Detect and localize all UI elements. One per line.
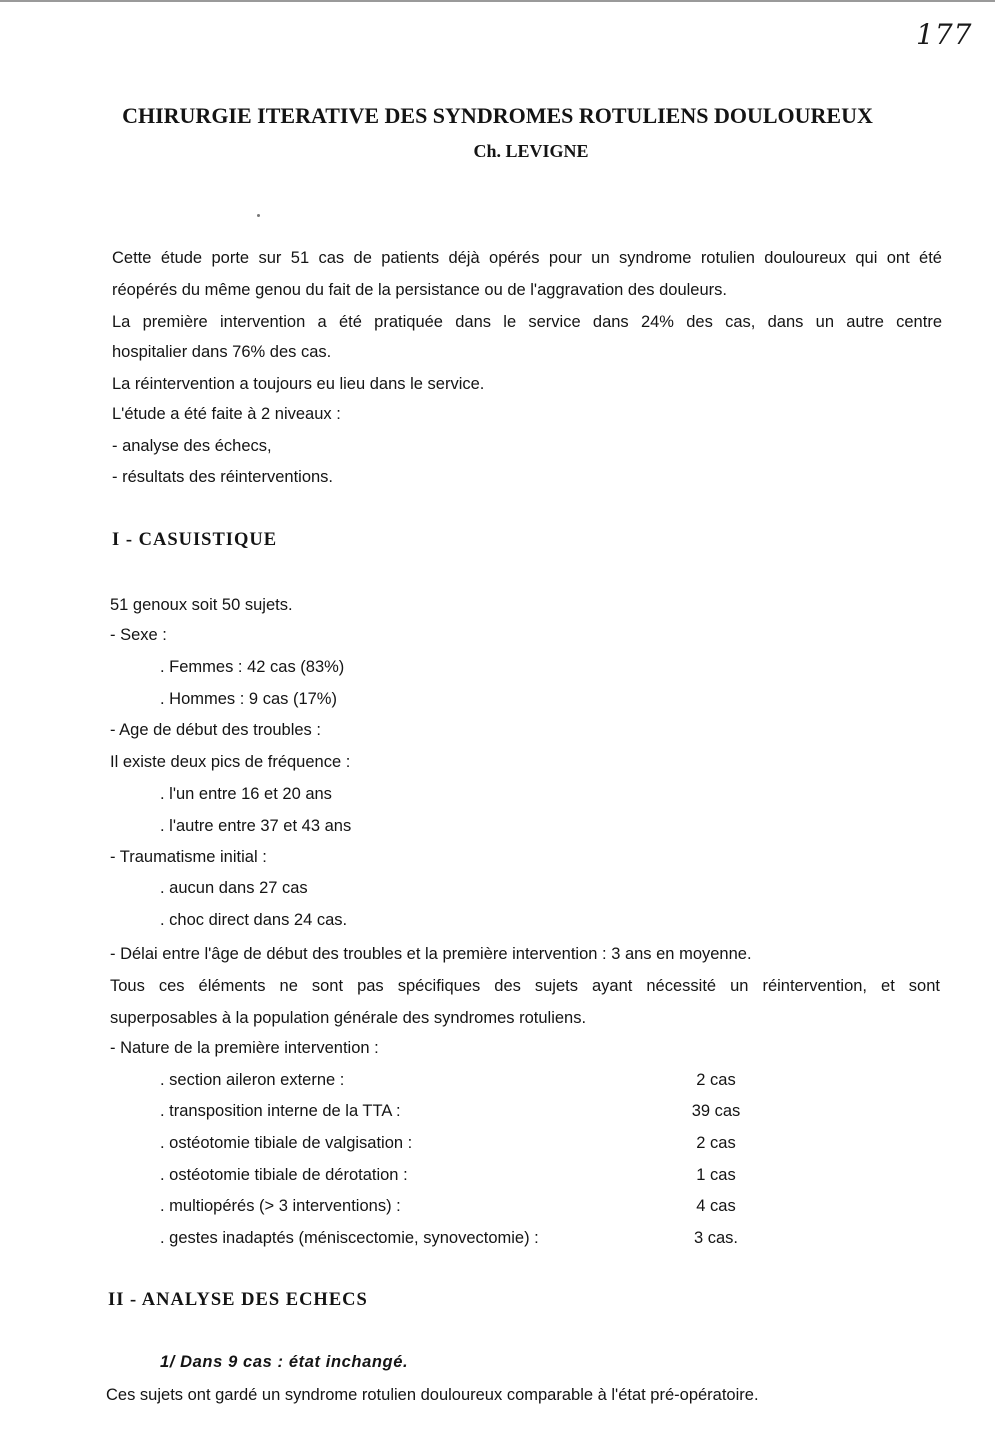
casuistique-subline: . l'un entre 16 et 20 ans xyxy=(160,785,332,803)
analyse-line: Ces sujets ont gardé un syndrome rotulien douloureux comparable à l'état pré-opératoire. xyxy=(106,1386,759,1404)
intervention-label: . section aileron externe : xyxy=(160,1071,345,1089)
scan-speck xyxy=(257,214,260,217)
intro-bullet: - résultats des réinterventions. xyxy=(112,468,334,486)
casuistique-line: - Age de début des troubles : xyxy=(110,721,321,739)
intervention-count: 2 cas xyxy=(696,1134,736,1152)
intervention-label: . multiopérés (> 3 interventions) : xyxy=(160,1197,401,1215)
casuistique-line: superposables à la population générale des syndromes rotuliens. xyxy=(110,1009,587,1027)
intervention-count: 2 cas xyxy=(696,1071,736,1089)
casuistique-line: - Sexe : xyxy=(110,626,167,644)
intervention-count: 4 cas xyxy=(696,1197,736,1215)
casuistique-subline: . choc direct dans 24 cas. xyxy=(160,911,348,929)
intro-line: hospitalier dans 76% des cas. xyxy=(112,343,332,361)
intervention-label: . ostéotomie tibiale de dérotation : xyxy=(160,1166,408,1184)
casuistique-subline: . l'autre entre 37 et 43 ans xyxy=(160,817,352,835)
intervention-label: . gestes inadaptés (méniscectomie, synovectomie) : xyxy=(160,1229,539,1247)
intro-line: L'étude a été faite à 2 niveaux : xyxy=(112,405,341,423)
intervention-count: 1 cas xyxy=(696,1166,736,1184)
casuistique-line: - Délai entre l'âge de début des troubles et la première intervention : 3 ans en moyenne. xyxy=(110,945,752,963)
intervention-count: 39 cas xyxy=(691,1102,741,1120)
intervention-count: 3 cas. xyxy=(693,1229,739,1247)
intro-line: La première intervention a été pratiquée dans le service dans 24% des cas, dans un autre centre xyxy=(112,313,942,331)
subsection-heading: 1/ Dans 9 cas : état inchangé. xyxy=(160,1353,409,1371)
intervention-label: . transposition interne de la TTA : xyxy=(160,1102,401,1120)
casuistique-subline: . Femmes : 42 cas (83%) xyxy=(160,658,345,676)
casuistique-line: Tous ces éléments ne sont pas spécifiques des sujets ayant nécessité un réintervention, et sont xyxy=(110,977,940,995)
intro-line: réopérés du même genou du fait de la persistance ou de l'aggravation des douleurs. xyxy=(112,281,727,299)
top-border xyxy=(0,0,995,2)
casuistique-subline: . Hommes : 9 cas (17%) xyxy=(160,690,337,708)
casuistique-subline: . aucun dans 27 cas xyxy=(160,879,308,897)
intro-line: La réintervention a toujours eu lieu dans le service. xyxy=(112,375,485,393)
author: Ch. LEVIGNE xyxy=(473,141,589,161)
document-title: CHIRURGIE ITERATIVE DES SYNDROMES ROTULIENS DOULOUREUX xyxy=(122,103,873,128)
casuistique-line: - Traumatisme initial : xyxy=(110,848,267,866)
casuistique-line: Il existe deux pics de fréquence : xyxy=(110,753,351,771)
casuistique-line: 51 genoux soit 50 sujets. xyxy=(110,596,293,614)
intro-bullet: - analyse des échecs, xyxy=(112,437,272,455)
section-heading-casuistique: I - CASUISTIQUE xyxy=(112,530,278,550)
intervention-label: . ostéotomie tibiale de valgisation : xyxy=(160,1134,413,1152)
casuistique-line: - Nature de la première intervention : xyxy=(110,1039,379,1057)
page-number: 177 xyxy=(916,18,973,51)
section-heading-analyse: II - ANALYSE DES ECHECS xyxy=(108,1290,368,1310)
intro-line: Cette étude porte sur 51 cas de patients déjà opérés pour un syndrome rotulien douloureux qui ont été xyxy=(112,249,942,267)
